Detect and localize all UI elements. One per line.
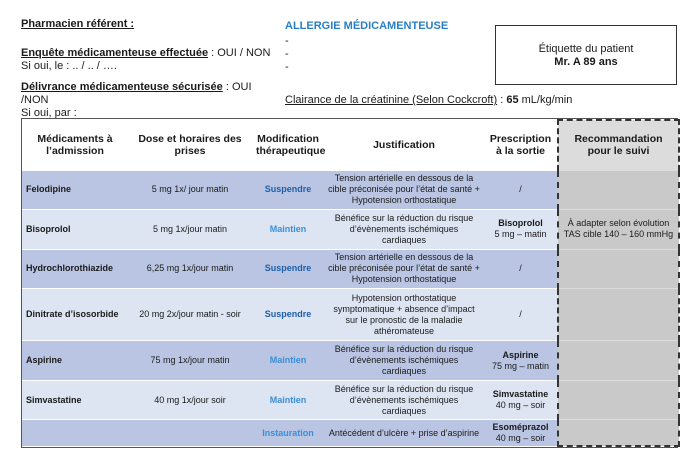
delivrance-par: Si oui, par :	[21, 107, 77, 119]
enquete-date: Si oui, le : .. / .. / ….	[21, 60, 117, 72]
justification-cell: Tension artérielle en dessous de la cible préconisée pour l’état de santé + Hypotension orthostatique	[324, 249, 484, 289]
justification-cell: Bénéfice sur la réduction du risque d’évènements ischémiques cardiaques	[324, 341, 484, 381]
header-dose: Dose et horaires des prises	[128, 120, 252, 170]
justification-cell: Bénéfice sur la réduction du risque d’évènements ischémiques cardiaques	[324, 380, 484, 420]
modification-cell: Suspendre	[252, 289, 324, 341]
table-row	[22, 170, 679, 210]
modification-cell: Maintien	[252, 210, 324, 250]
dose-cell: 40 mg 1x/jour soir	[128, 380, 252, 420]
table-row	[22, 420, 679, 446]
medication-name: Aspirine	[22, 341, 128, 381]
header-prescription: Prescription à la sortie	[484, 120, 558, 170]
prescription-dose: /	[519, 184, 522, 195]
allergy-block	[285, 20, 475, 74]
prescription-dose: 5 mg – matin	[494, 229, 547, 240]
recommendation-cell	[558, 420, 679, 446]
allergy-line: -	[285, 48, 289, 60]
medication-name: Dinitrate d’isosorbide	[22, 289, 128, 341]
recommendation-cell	[558, 249, 679, 289]
prescription-cell	[484, 289, 558, 341]
prescription-dose: 40 mg – soir	[495, 400, 546, 411]
prescription-cell	[484, 341, 558, 381]
pharmacist-info	[21, 18, 281, 120]
clearance-label: Clairance de la créatinine (Selon Cockcroft)	[285, 94, 498, 106]
delivrance-label: Délivrance médicamenteuse sécurisée	[21, 81, 223, 93]
clearance-value: 65	[506, 94, 519, 106]
prescription-name: Aspirine	[502, 349, 539, 360]
recommendation-cell	[558, 380, 679, 420]
enquete-value: : OUI / NON	[208, 47, 271, 59]
prescription-dose: 40 mg – soir	[495, 433, 546, 444]
recommendation-cell: À adapter selon évolution TAS cible 140 – 160 mmHg	[558, 210, 679, 250]
recommendation-cell	[558, 170, 679, 210]
delivrance-value: : OUI /NON	[21, 81, 252, 106]
medication-name	[22, 420, 128, 446]
patient-label: Étiquette du patient	[538, 43, 634, 55]
medication-name: Hydrochlorothiazide	[22, 249, 128, 289]
prescription-dose: /	[519, 309, 522, 320]
pharmacien-label: Pharmacien référent :	[21, 18, 135, 30]
medication-name: Bisoprolol	[22, 210, 128, 250]
enquete-label: Enquête médicamenteuse effectuée	[21, 47, 209, 59]
prescription-cell	[484, 249, 558, 289]
allergy-title: ALLERGIE MÉDICAMENTEUSE	[285, 20, 449, 32]
dose-cell: 5 mg 1x/ jour matin	[128, 170, 252, 210]
enquete-line	[21, 47, 281, 60]
prescription-cell	[484, 420, 558, 446]
prescription-cell	[484, 380, 558, 420]
justification-cell: Tension artérielle en dessous de la cible préconisée pour l’état de santé + Hypotension orthostatique	[324, 170, 484, 210]
justification-cell: Antécédent d’ulcère + prise d’aspirine	[324, 420, 484, 446]
table-row	[22, 249, 679, 289]
dose-cell: 5 mg 1x/jour matin	[128, 210, 252, 250]
recommendation-cell	[558, 289, 679, 341]
prescription-cell	[484, 170, 558, 210]
allergy-line: -	[285, 61, 289, 73]
header-justification: Justification	[324, 120, 484, 170]
recommendation-cell	[558, 341, 679, 381]
table-row	[22, 289, 679, 341]
justification-cell: Hypotension orthostatique symptomatique + absence d’impact sur le pronostic de la maladie athéromateuse	[324, 289, 484, 341]
prescription-dose: 75 mg – matin	[491, 360, 550, 371]
prescription-cell	[484, 210, 558, 250]
creatinine-clearance	[285, 94, 572, 107]
allergy-line: -	[285, 35, 289, 47]
dose-cell: 75 mg 1x/jour matin	[128, 341, 252, 381]
prescription-name: Bisoprolol	[498, 218, 543, 229]
patient-name: Mr. A 89 ans	[554, 56, 618, 68]
modification-cell: Maintien	[252, 341, 324, 381]
clearance-separator: :	[497, 94, 507, 106]
dose-cell	[128, 420, 252, 446]
delivrance-line	[21, 81, 281, 107]
modification-cell: Suspendre	[252, 249, 324, 289]
table-row	[22, 210, 679, 250]
medication-table	[21, 118, 678, 448]
header-medications: Médicaments à l’admission	[22, 120, 128, 170]
modification-cell: Suspendre	[252, 170, 324, 210]
medication-name: Felodipine	[22, 170, 128, 210]
clearance-unit: mL/kg/min	[518, 94, 573, 106]
header-recommendation: Recommandation pour le suivi	[558, 120, 679, 170]
prescription-dose: /	[519, 263, 522, 274]
dose-cell: 20 mg 2x/jour matin - soir	[128, 289, 252, 341]
table-row	[22, 341, 679, 381]
dose-cell: 6,25 mg 1x/jour matin	[128, 249, 252, 289]
justification-cell: Bénéfice sur la réduction du risque d’évènements ischémiques cardiaques	[324, 210, 484, 250]
modification-cell: Instauration	[252, 420, 324, 446]
header-modification: Modification thérapeutique	[252, 120, 324, 170]
modification-cell: Maintien	[252, 380, 324, 420]
patient-label-box	[495, 25, 677, 85]
prescription-name: Esoméprazol	[492, 422, 549, 433]
prescription-name: Simvastatine	[492, 389, 549, 400]
table-header-row	[22, 120, 679, 170]
medication-name: Simvastatine	[22, 380, 128, 420]
table-row	[22, 380, 679, 420]
